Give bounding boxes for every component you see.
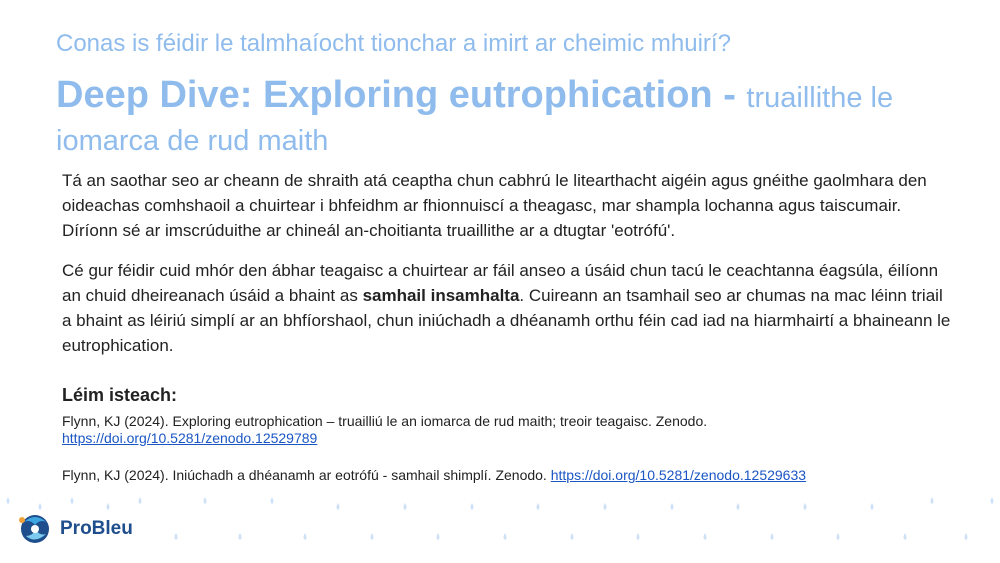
reference-1-link[interactable]: https://doi.org/10.5281/zenodo.12529789 (62, 430, 318, 446)
paragraph-2-end: . Cuireann an tsamhail seo ar chumas na mac léinn triail a bhaint as léiriú simplí ar an bhfíorshaol, chun iniúchadh a dhéanamh orthu féin cad iad na hiarmhairtí a bhaineann le eutrophication. (62, 286, 951, 355)
reference-2-link[interactable]: https://doi.org/10.5281/zenodo.12529633 (550, 467, 807, 483)
body-text (62, 168, 952, 373)
paragraph-1: Tá an saothar seo ar cheann de shraith atá ceaptha chun cabhrú le litearthacht aigéin agus gnéithe gaolmhara den oideachas comhshaoil a chuirtear i bhfeidhm ar fhionnuiscí a theagasc, mar shampla lochanna agus taiscumair. Díríonn sé ar imscrúduithe ar chineál an-choitianta truaillithe ar a dtugtar 'eotrófú'. (62, 171, 927, 240)
reference-2-text: Flynn, KJ (2024). Iniúchadh a dhéanamh ar eotrófú - samhail shimplí. Zenodo. (62, 467, 547, 483)
jump-in-heading: Léim isteach: (62, 385, 178, 405)
page-question: Conas is féidir le talmhaíocht tionchar a imirt ar cheimic mhuirí? (56, 30, 731, 57)
reference-2 (62, 467, 922, 484)
probleu-logo (16, 512, 133, 546)
page-title (56, 76, 956, 165)
reference-1-text: Flynn, KJ (2024). Exploring eutrophication – truailliú le an iomarca de rud maith; treoir teagaisc. Zenodo. (62, 413, 708, 429)
probleu-logo-icon (16, 512, 54, 546)
droplet-row (7, 497, 994, 540)
title-subtitle: truaillithe le iomarca de rud maith (56, 82, 894, 157)
paragraph-2-start: Cé gur féidir cuid mhór den ábhar teagaisc a chuirtear ar fáil anseo a úsáid chun tacú le ceachtanna éagsúla, éilíonn an chuid dheireanach úsáid a bhaint as (62, 261, 939, 305)
paragraph-2 (62, 258, 952, 358)
paragraph-2-bold: samhail insamhalta (362, 286, 520, 305)
title-main: Deep Dive: Exploring eutrophication - (56, 74, 747, 116)
brand-name: ProBleu (60, 518, 133, 539)
reference-1 (62, 413, 922, 447)
